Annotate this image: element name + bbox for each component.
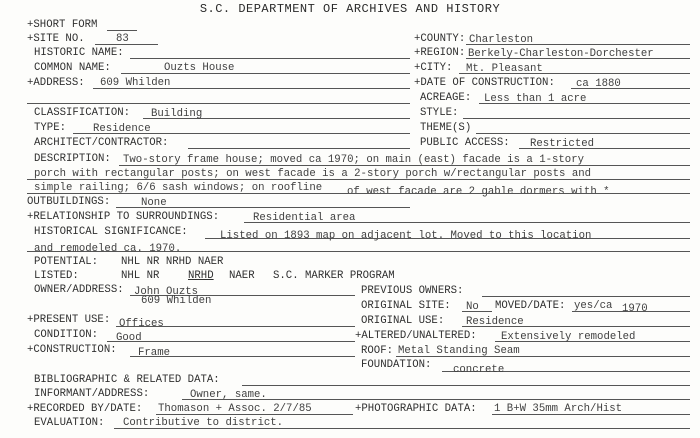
roof-label: ROOF: <box>361 345 394 357</box>
listed-options: NHL NR <box>121 270 160 282</box>
construction-label: +CONSTRUCTION: <box>27 344 117 356</box>
foundation-value: concrete <box>453 364 505 376</box>
architect-label: ARCHITECT/CONTRACTOR: <box>34 137 169 149</box>
previous-owners-label: PREVIOUS OWNERS: <box>361 285 464 297</box>
description-label: DESCRIPTION: <box>34 153 111 165</box>
county-label: +COUNTY: <box>414 33 466 45</box>
public-access-label: PUBLIC ACCESS: <box>420 137 510 149</box>
date-construction-label: +DATE OF CONSTRUCTION: <box>414 77 555 89</box>
altered-label: +ALTERED/UNALTERED: <box>355 330 477 342</box>
potential-label: POTENTIAL: <box>34 256 99 268</box>
type-label: TYPE: <box>34 122 67 134</box>
theme-line <box>476 133 690 134</box>
site-no-value: 83 <box>116 33 129 45</box>
outbuildings-label: OUTBUILDINGS: <box>27 196 111 208</box>
outbuildings-value: None <box>141 197 167 209</box>
description-underline-2 <box>27 179 690 180</box>
significance-underline-1 <box>205 238 690 239</box>
description-underline-3 <box>27 193 690 194</box>
evaluation-label: EVALUATION: <box>34 417 105 429</box>
style-line <box>463 118 690 119</box>
description-line-2: porch with rectangular posts; on west facade is a 2-story porch w/rectangular posts and <box>34 168 592 180</box>
public-access-value: Restricted <box>530 138 595 150</box>
address-value: 609 Whilden <box>100 77 171 89</box>
significance-line-2: and remodeled ca. 1970. <box>34 243 182 255</box>
present-use-label: +PRESENT USE: <box>27 314 111 326</box>
historic-name-line <box>130 58 410 59</box>
theme-label: THEME(S) <box>420 122 472 134</box>
condition-label: CONDITION: <box>34 329 99 341</box>
owner-line-1: John Ouzts <box>134 286 199 298</box>
original-site-label: ORIGINAL SITE: <box>361 300 451 312</box>
condition-line <box>107 341 355 342</box>
common-name-value: Ouzts House <box>164 62 235 74</box>
historic-name-label: HISTORIC NAME: <box>34 47 124 59</box>
description-line-3b: of west facade are 2 gable dormers with * <box>347 186 610 198</box>
listed-nrhd-selected: NRHD <box>188 270 214 282</box>
recorded-value: Thomason + Assoc. 2/7/85 <box>158 403 312 415</box>
moved-date-label: MOVED/DATE: <box>495 300 566 312</box>
foundation-label: FOUNDATION: <box>361 359 432 371</box>
owner-address-label: OWNER/ADDRESS: <box>34 284 124 296</box>
construction-value: Frame <box>138 347 171 359</box>
acreage-label: ACREAGE: <box>420 92 472 104</box>
city-label: +CITY: <box>414 62 453 74</box>
region-value: Berkely-Charleston-Dorchester <box>468 48 654 60</box>
form-title: S.C. DEPARTMENT OF ARCHIVES AND HISTORY <box>199 2 501 16</box>
common-name-label: COMMON NAME: <box>34 62 111 74</box>
short-form-label: +SHORT FORM <box>27 19 98 31</box>
significance-line-1: Listed on 1893 map on adjacent lot. Moved to this location <box>220 230 592 242</box>
site-no-label: +SITE NO. <box>27 33 85 45</box>
original-site-value: No <box>466 301 479 313</box>
moved-date-value-2: 1970 <box>622 303 648 315</box>
acreage-value: Less than 1 acre <box>484 93 587 105</box>
relationship-label: +RELATIONSHIP TO SURROUNDINGS: <box>27 211 220 223</box>
previous-owners-line <box>482 296 690 297</box>
listed-label: LISTED: <box>34 270 79 282</box>
classification-label: CLASSIFICATION: <box>34 107 131 119</box>
original-use-value: Residence <box>466 316 524 328</box>
address-label: +ADDRESS: <box>27 77 85 89</box>
significance-label: HISTORICAL SIGNIFICANCE: <box>34 226 188 238</box>
listed-naer: NAER <box>229 270 255 282</box>
photographic-label: +PHOTOGRAPHIC DATA: <box>355 403 477 415</box>
relationship-value: Residential area <box>253 212 356 224</box>
photographic-value: 1 B+W 35mm Arch/Hist <box>494 403 623 415</box>
region-label: +REGION: <box>414 47 466 59</box>
altered-value: Extensively remodeled <box>501 331 636 343</box>
recorded-label: +RECORDED BY/DATE: <box>27 403 143 415</box>
bibliographic-label: BIBLIOGRAPHIC & RELATED DATA: <box>34 374 220 386</box>
original-use-label: ORIGINAL USE: <box>361 315 445 327</box>
roof-value: Metal Standing Seam <box>398 345 520 357</box>
informant-value: Owner, same. <box>190 389 267 401</box>
description-line-3a: simple railing; 6/6 sash windows; on roofline <box>34 182 323 194</box>
moved-date-value-1: yes/ca <box>574 300 613 312</box>
architect-line <box>188 148 410 149</box>
classification-value: Building <box>151 108 203 120</box>
description-underline-1 <box>119 165 690 166</box>
sc-marker-program-label: S.C. MARKER PROGRAM <box>273 270 395 282</box>
description-line-1: Two-story frame house; moved ca 1970; on main (east) facade is a 1-story <box>123 154 585 166</box>
city-value: Mt. Pleasant <box>466 63 543 75</box>
owner-line-2: 609 Whilden <box>141 295 212 307</box>
address-continuation-line <box>27 103 410 104</box>
county-value: Charleston <box>469 34 534 46</box>
evaluation-value: Contributive to district. <box>123 417 284 429</box>
significance-underline-2 <box>27 251 690 252</box>
informant-label: INFORMANT/ADDRESS: <box>34 388 150 400</box>
bibliographic-line <box>242 385 690 386</box>
potential-options: NHL NR NRHD NAER <box>121 256 224 268</box>
date-construction-value: ca 1880 <box>576 78 621 90</box>
type-value: Residence <box>93 123 151 135</box>
style-label: STYLE: <box>420 107 459 119</box>
condition-value: Good <box>116 332 142 344</box>
present-use-value: Offices <box>119 318 164 330</box>
short-form-line <box>107 30 137 31</box>
